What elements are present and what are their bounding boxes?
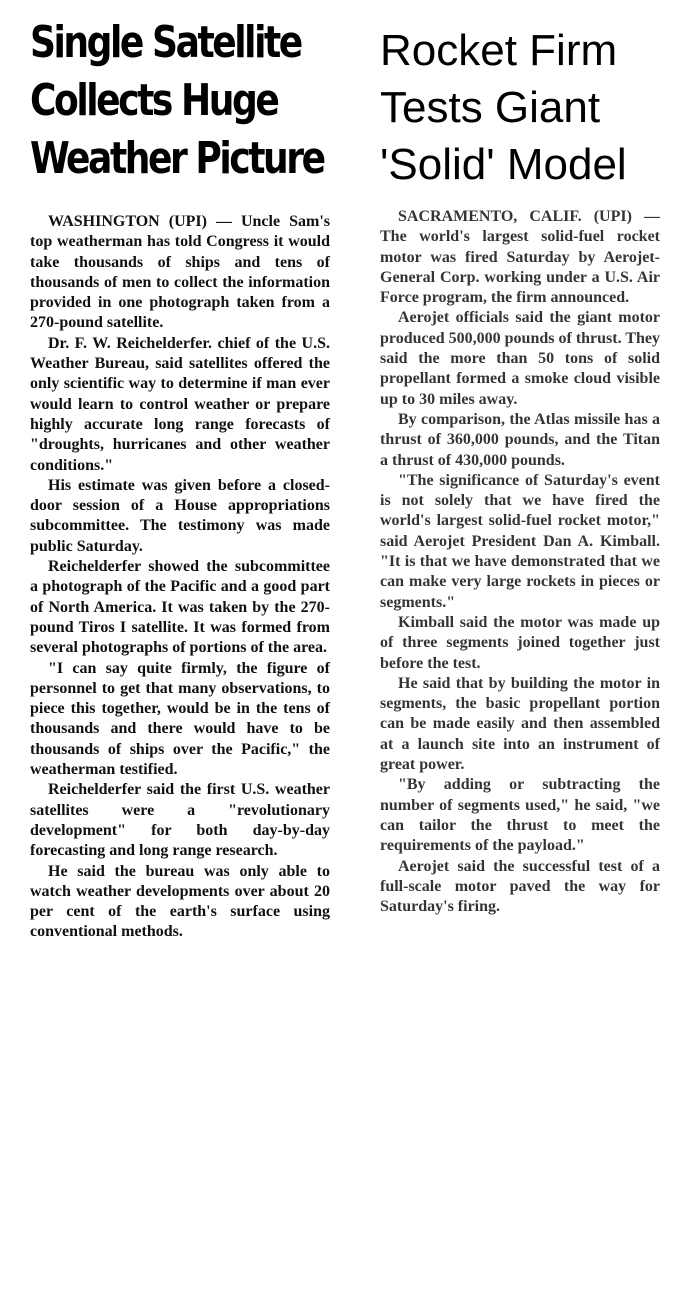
right-headline-line-3: 'Solid' Model xyxy=(380,140,627,189)
left-headline xyxy=(30,0,325,188)
right-paragraph-2: Aerojet officials said the giant motor produced 500,000 pounds of thrust. They said the more than 50 tons of solid propellant formed a smoke cloud visible up to 30 miles away. xyxy=(380,309,660,408)
left-paragraph-5: "I can say quite firmly, the figure of personnel to get that many observations, to piece this together, would be in the tens of thousands and there would have to be thousands of ships over the Pacific," the weatherman testified. xyxy=(30,659,330,779)
left-paragraph-2: Dr. F. W. Reichelderfer. chief of the U.S. Weather Bureau, said satellites offered the only scientific way to determine if man ever would learn to control weather or prepare highly accurate long range forecasts of "droughts, hurricanes and other weather conditions." xyxy=(30,334,330,474)
left-article xyxy=(30,0,330,943)
right-headline xyxy=(380,0,680,193)
left-paragraph-3: His estimate was given before a closed-door session of a House appropriations subcommittee. The testimony was made public Saturday. xyxy=(30,476,330,555)
right-paragraph-6: He said that by building the motor in segments, the basic propellant portion can be made easily and then assembled at a launch site into an instrument of great power. xyxy=(380,674,660,774)
right-article xyxy=(380,0,660,917)
left-article-body xyxy=(30,212,330,943)
left-paragraph-4: Reichelderfer showed the subcommittee a photograph of the Pacific and a good part of North America. It was taken by the 270-pound Tiros I satellite. It was formed from several photographs of portions of the area. xyxy=(30,558,330,657)
right-headline-line-1: Rocket Firm xyxy=(380,26,618,75)
left-paragraph-1: WASHINGTON (UPI) — Uncle Sam's top weatherman has told Congress it would take thousands of ships and tens of thousands of men to collect the information provided in one photograph taken from a 270-pound satellite. xyxy=(30,213,330,332)
right-paragraph-1: SACRAMENTO, CALIF. (UPI) — The world's largest solid-fuel rocket motor was fired Saturday by Aerojet-General Corp. working under a U.S. Air Force program, the firm announced. xyxy=(380,208,660,307)
right-paragraph-4: "The significance of Saturday's event is not solely that we have fired the world's largest solid-fuel rocket motor," said Aerojet President Dan A. Kimball. "It is that we have demonstrated that we can make very large rockets in pieces or segments." xyxy=(380,471,660,611)
right-paragraph-3: By comparison, the Atlas missile has a thrust of 360,000 pounds, and the Titan a thrust of 430,000 pounds. xyxy=(380,410,660,469)
right-article-body xyxy=(380,207,660,917)
left-headline-line-2: Collects Huge xyxy=(30,75,278,126)
left-headline-line-3: Weather Picture xyxy=(30,133,324,184)
left-paragraph-6: Reichelderfer said the first U.S. weather satellites were a "revolutionary development" for both day-by-day forecasting and long range research. xyxy=(30,781,330,860)
left-paragraph-7: He said the bureau was only able to watch weather developments over about 20 per cent of the earth's surface using conventional methods. xyxy=(30,862,330,941)
right-paragraph-5: Kimball said the motor was made up of three segments joined together just before the test. xyxy=(380,613,660,672)
right-paragraph-8: Aerojet said the successful test of a full-scale motor paved the way for Saturday's firing. xyxy=(380,857,660,916)
right-paragraph-7: "By adding or subtracting the number of segments used," he said, "we can tailor the thrust to meet the requirements of the payload." xyxy=(380,776,660,855)
right-headline-line-2: Tests Giant xyxy=(380,83,601,132)
left-headline-line-1: Single Satellite xyxy=(30,17,301,68)
